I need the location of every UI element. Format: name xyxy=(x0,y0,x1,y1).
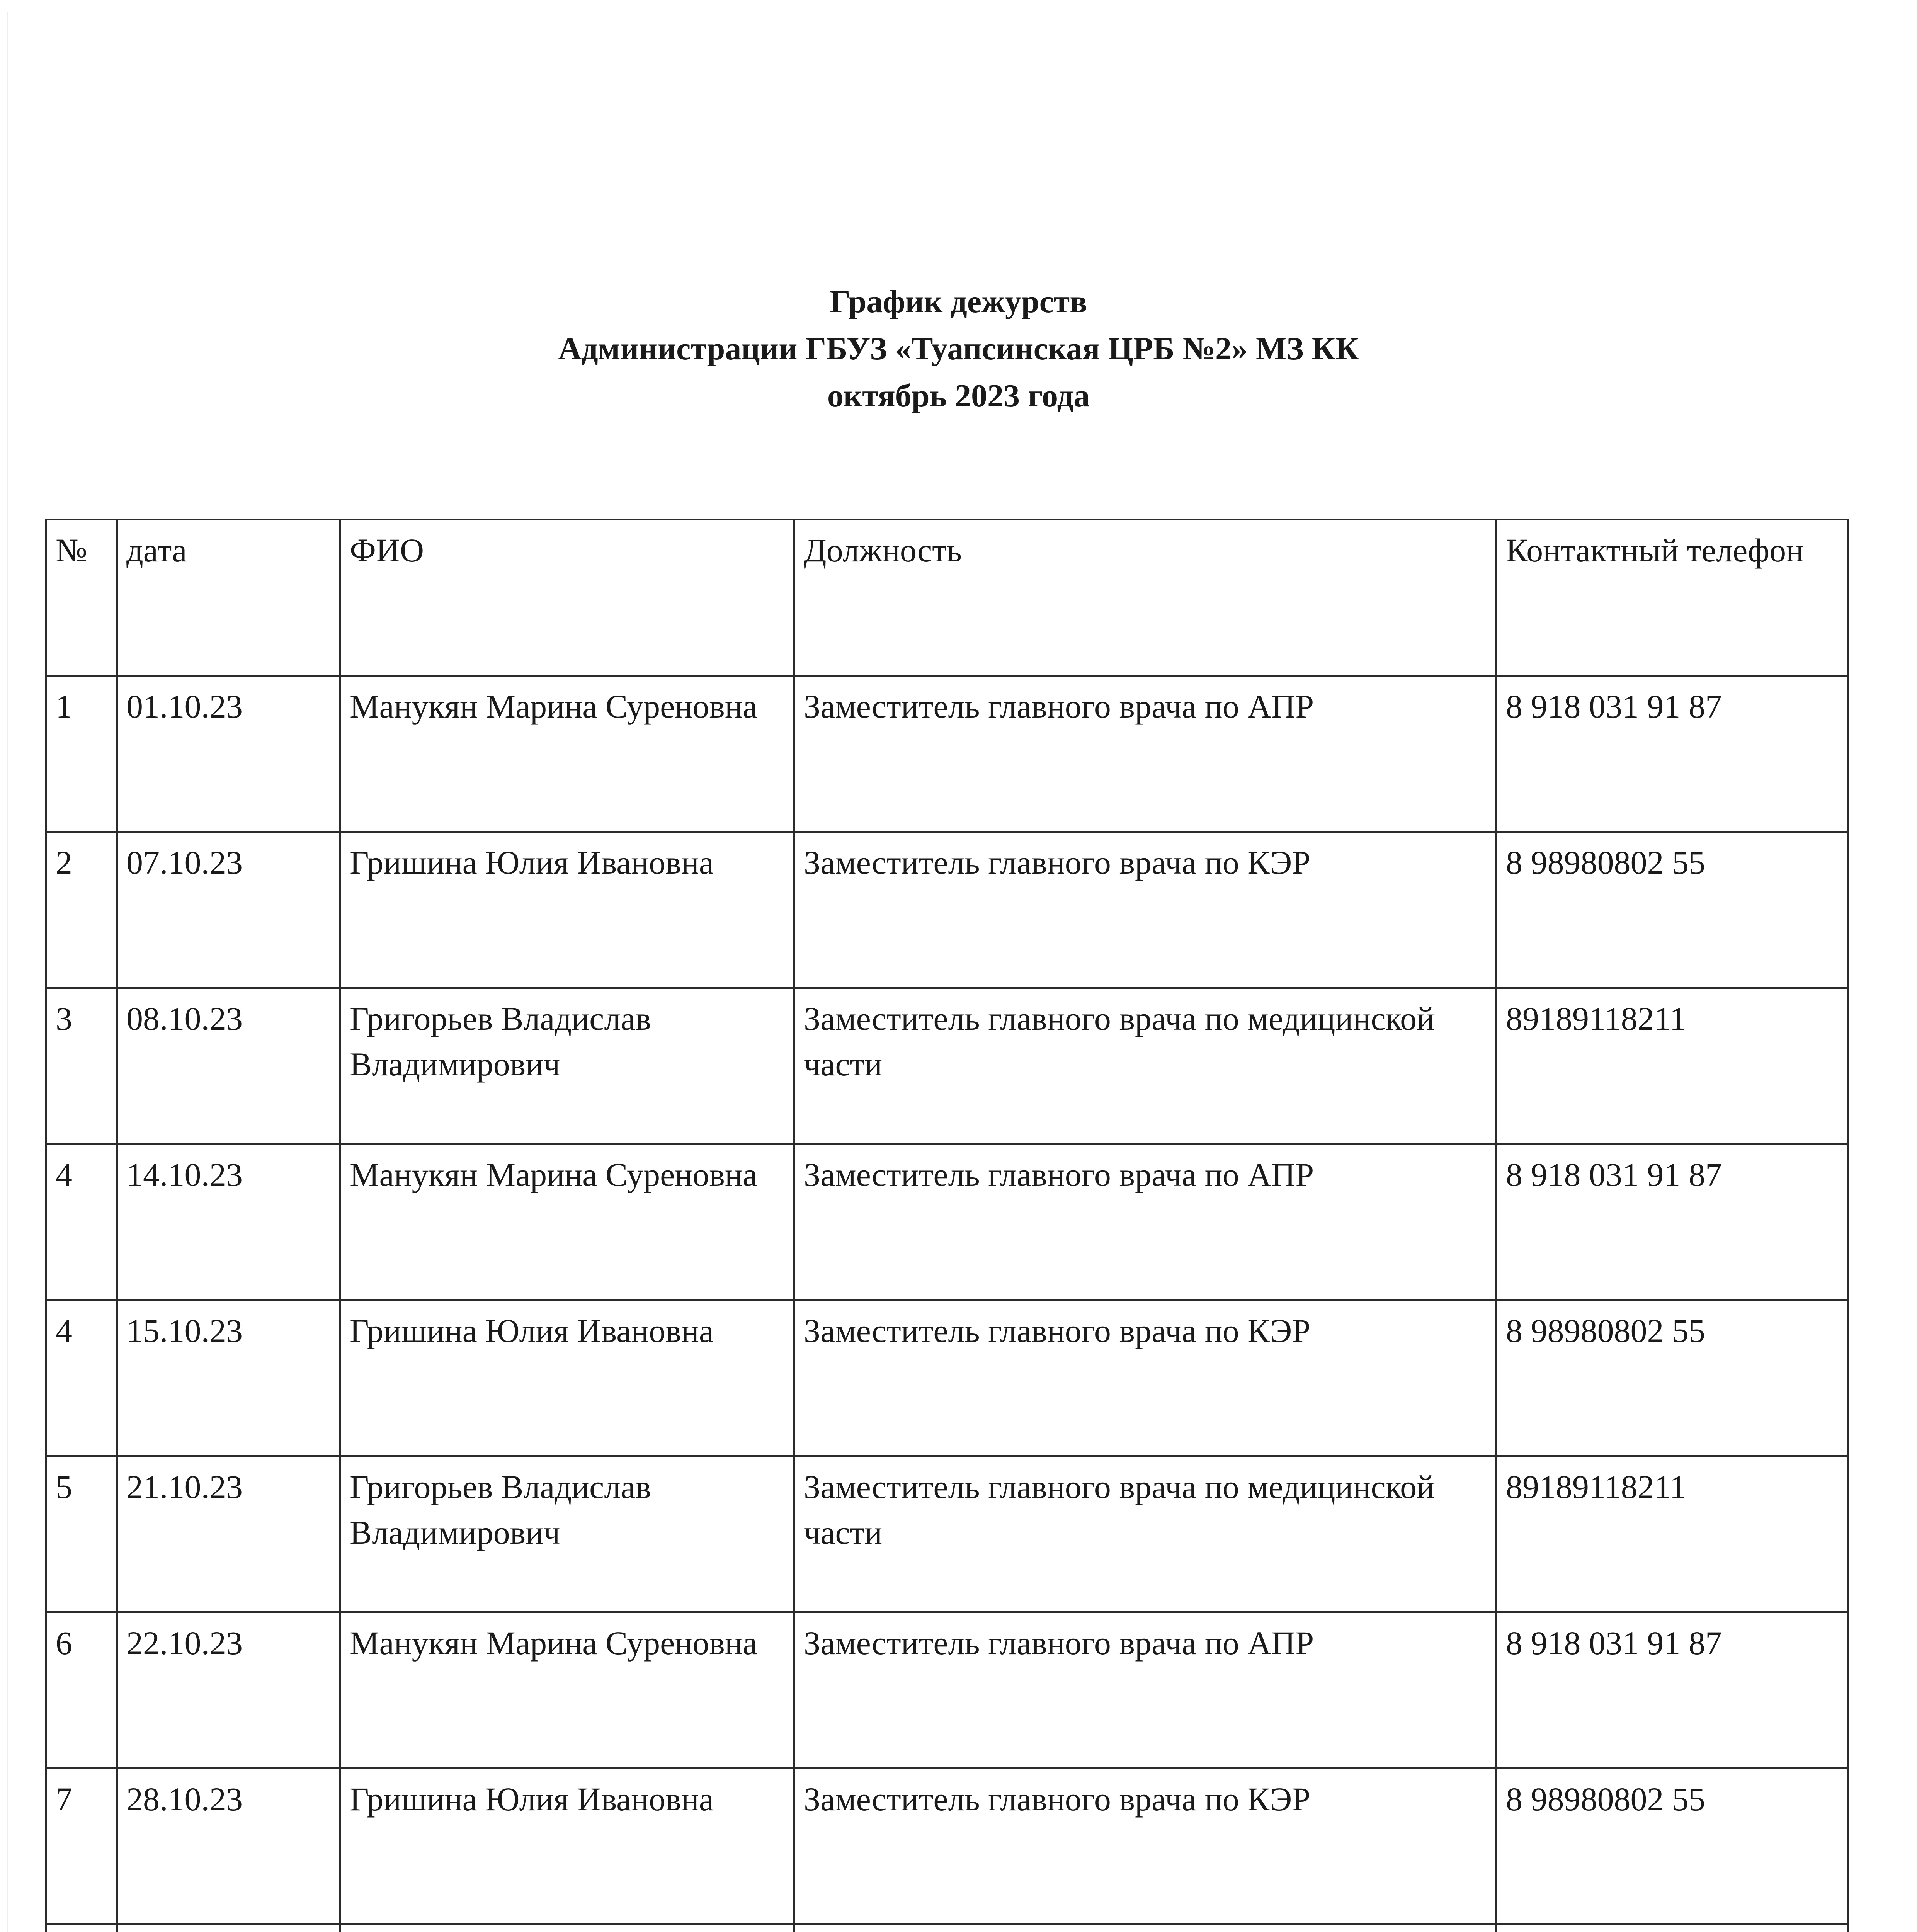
table-row xyxy=(46,832,1848,988)
cell-date: 21.10.23 xyxy=(117,1456,340,1612)
table-row xyxy=(46,1925,1848,1932)
column-header-number: № xyxy=(46,520,117,676)
cell-date: 28.10.23 xyxy=(117,1769,340,1925)
cell-date: 07.10.23 xyxy=(117,832,340,988)
cell-number: 7 xyxy=(46,1769,117,1925)
cell-phone: 8 98980802 55 xyxy=(1497,1769,1848,1925)
cell-position: Заместитель главного врача по КЭР xyxy=(794,1769,1497,1925)
cell-phone: 89189118211 xyxy=(1497,1456,1848,1612)
table-row xyxy=(46,1456,1848,1612)
table-row xyxy=(46,1300,1848,1456)
header-organization: Администрации ГБУЗ «Туапсинская ЦРБ №2» МЗ КК xyxy=(558,331,1359,367)
cell-phone xyxy=(1497,1925,1848,1932)
cell-date xyxy=(117,1925,340,1932)
cell-number: 3 xyxy=(46,988,117,1144)
header-period: октябрь 2023 года xyxy=(827,378,1090,414)
cell-position: Заместитель главного врача по КЭР xyxy=(794,832,1497,988)
cell-phone: 8 918 031 91 87 xyxy=(1497,676,1848,832)
cell-name: Манукян Марина Суреновна xyxy=(340,1144,794,1300)
cell-number: 4 xyxy=(46,1144,117,1300)
cell-name: Гришина Юлия Ивановна xyxy=(340,1769,794,1925)
cell-date: 14.10.23 xyxy=(117,1144,340,1300)
cell-name: Манукян Марина Суреновна xyxy=(340,1612,794,1769)
column-header-phone: Контактный телефон xyxy=(1497,520,1848,676)
cell-number: 5 xyxy=(46,1456,117,1612)
cell-phone: 8 98980802 55 xyxy=(1497,1300,1848,1456)
table-row xyxy=(46,1612,1848,1769)
cell-position: Заместитель главного врача по АПР xyxy=(794,676,1497,832)
cell-name: Манукян Марина Суреновна xyxy=(340,676,794,832)
table-row xyxy=(46,988,1848,1144)
table-header-row xyxy=(46,520,1848,676)
column-header-name: ФИО xyxy=(340,520,794,676)
header-title: График дежурств xyxy=(830,284,1087,320)
cell-position: Заместитель главного врача по КЭР xyxy=(794,1300,1497,1456)
cell-name: Гришина Юлия Ивановна xyxy=(340,1300,794,1456)
duty-schedule-table xyxy=(45,519,1849,1932)
cell-date: 15.10.23 xyxy=(117,1300,340,1456)
table-row xyxy=(46,1144,1848,1300)
cell-number: 1 xyxy=(46,676,117,832)
column-header-position: Должность xyxy=(794,520,1497,676)
cell-date: 01.10.23 xyxy=(117,676,340,832)
cell-number xyxy=(46,1925,117,1932)
table-row xyxy=(46,1769,1848,1925)
cell-name xyxy=(340,1925,794,1932)
cell-name: Григорьев Владислав Владимирович xyxy=(340,988,794,1144)
cell-position: Заместитель главного врача по АПР xyxy=(794,1144,1497,1300)
cell-position xyxy=(794,1925,1497,1932)
document-header xyxy=(0,278,1917,420)
cell-phone: 8 98980802 55 xyxy=(1497,832,1848,988)
cell-phone: 89189118211 xyxy=(1497,988,1848,1144)
cell-name: Гришина Юлия Ивановна xyxy=(340,832,794,988)
cell-phone: 8 918 031 91 87 xyxy=(1497,1612,1848,1769)
cell-number: 6 xyxy=(46,1612,117,1769)
cell-number: 2 xyxy=(46,832,117,988)
cell-name: Григорьев Владислав Владимирович xyxy=(340,1456,794,1612)
cell-phone: 8 918 031 91 87 xyxy=(1497,1144,1848,1300)
column-header-date: дата xyxy=(117,520,340,676)
cell-number: 4 xyxy=(46,1300,117,1456)
cell-position: Заместитель главного врача по медицинской части xyxy=(794,988,1497,1144)
cell-date: 22.10.23 xyxy=(117,1612,340,1769)
cell-date: 08.10.23 xyxy=(117,988,340,1144)
cell-position: Заместитель главного врача по АПР xyxy=(794,1612,1497,1769)
cell-position: Заместитель главного врача по медицинской части xyxy=(794,1456,1497,1612)
table-row xyxy=(46,676,1848,832)
